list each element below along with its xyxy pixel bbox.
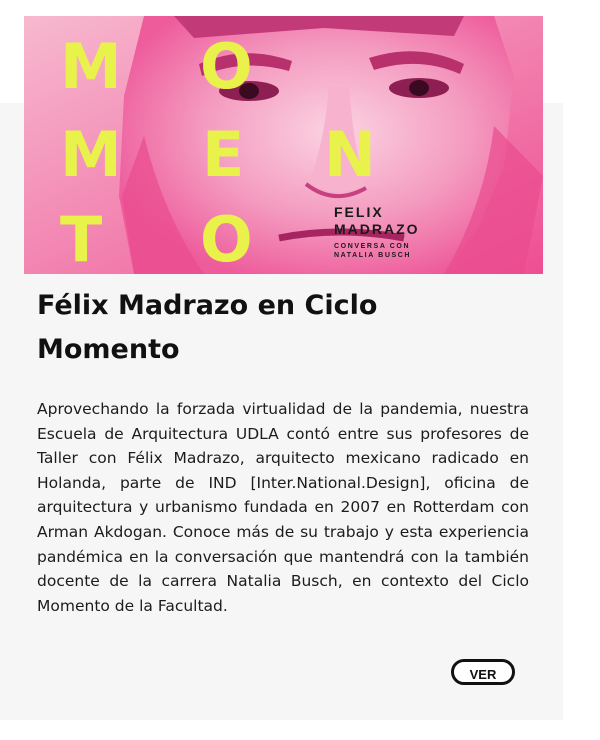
article-title: Félix Madrazo en Ciclo Momento [37, 290, 378, 365]
portrait-illustration [24, 16, 543, 274]
hero-letter-t: T [60, 203, 103, 274]
ver-button[interactable]: VER [451, 659, 515, 685]
hero-letter-m1: M [60, 30, 122, 103]
hero-letter-o2: O [200, 203, 253, 274]
article-body: Aprovechando la forzada virtualidad de la pandemia, nuestra Escuela de Arquitectura UDLA contó entre sus profesores de Taller con Félix Madrazo, arquitecto mexicano radicado en Holanda, parte de IND [Inter.National.Design], oficina de arquitectura y urbanismo fundada en 2007 en Rotterdam con Arman Akdogan. Conoce más de su trabajo y esta experiencia pandémica en la conversación que mantendrá con la también docente de la carrera Natalia Busch, en contexto del Ciclo Momento de la Facultad. [37, 400, 529, 615]
hero-caption-name-last: MADRAZO [334, 221, 420, 237]
hero-caption-name-first: FELIX [334, 204, 384, 220]
hero-letter-m2: M [60, 118, 122, 191]
hero-letter-o1: O [200, 30, 253, 103]
hero-letter-e: E [202, 118, 245, 191]
hero-caption [334, 204, 420, 260]
hero-image[interactable] [24, 16, 543, 274]
hero-caption-subtitle-2: NATALIA BUSCH [334, 252, 412, 259]
hero-caption-subtitle-1: CONVERSA CON [334, 243, 411, 250]
hero-letter-n: N [324, 118, 376, 191]
